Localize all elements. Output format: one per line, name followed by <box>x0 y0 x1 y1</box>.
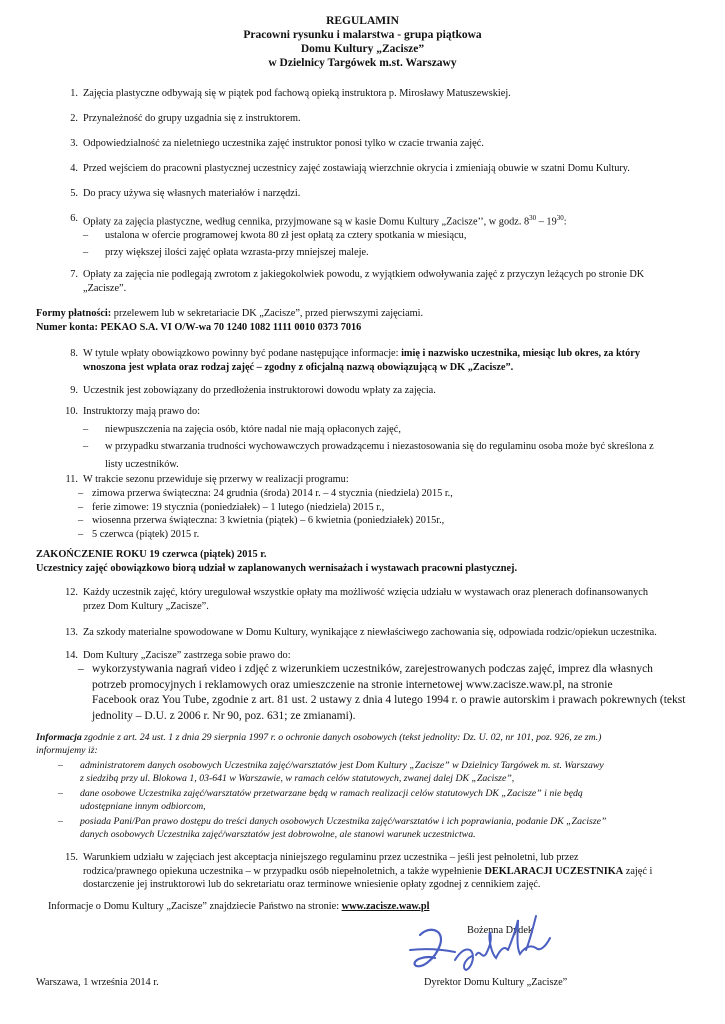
bank-account: Numer konta: PEKAO S.A. VI O/W-wa 70 1240 1082 1111 0010 0373 7016 <box>36 321 362 333</box>
rule-number: 9. <box>70 385 78 396</box>
document-title <box>0 14 725 70</box>
rule-number: 3. <box>70 138 78 149</box>
info-item-continued <box>36 800 696 813</box>
info-item-text: udostępniane innym odbiorcom, <box>80 801 206 812</box>
info-item <box>36 787 696 800</box>
info-text: zgodnie z art. 24 ust. 1 z dnia 29 sierpnia 1997 r. o ochronie danych osobowych (tekst jednolity: Dz. U. 02, nr 101, poz. 926, ze zm.) <box>81 732 602 743</box>
rule-number: 5. <box>70 188 78 199</box>
rule-text: przez Dom Kultury „Zacisze”. <box>83 600 209 612</box>
rule-text: zajęć i <box>623 865 653 877</box>
dash-bullet: – <box>78 663 84 675</box>
rule-text: Przed wejściem do pracowni plastycznej uczestnicy zajęć zostawiają wierzchnie okrycia i zmieniają obuwie w szatni Domu Kultury. <box>83 163 630 174</box>
rule-text: Dom Kultury „Zacisze” zastrzega sobie prawo do: <box>83 650 291 661</box>
info-item-text: dane osobowe Uczestnika zajęć/warsztatów przetwarzane będą w ramach realizacji celów statutowych DK „Zacisze” i nie będą <box>80 788 583 799</box>
dash-bullet: – <box>58 788 63 799</box>
sub-item-text: ferie zimowe: 19 stycznia (poniedziałek) – 1 lutego (niedziela) 2015 r., <box>92 501 385 513</box>
sub-item <box>83 246 695 260</box>
director-title: Dyrektor Domu Kultury „Zacisze” <box>424 977 568 988</box>
declaration-label: DEKLARACJI UCZESTNIKA <box>484 865 624 877</box>
rule-text: Uczestnik jest zobowiązany do przedłożenia instruktorowi dowodu wpłaty za zajęcia. <box>83 385 436 396</box>
info-item-text: z siedzibą przy ul. Blokowa 1, 03-641 w Warszawie, w ramach celów statutowych, zwanej dalej DK „Zacisze”, <box>80 773 515 784</box>
rule-number: 4. <box>70 163 78 174</box>
sub-item <box>78 501 678 515</box>
rule-text: Opłaty za zajęcia nie podlegają zwrotom z jakiegokolwiek powodu, z wyjątkiem odwoływania zajęć z przyczyn leżących po stronie DK <box>83 269 645 280</box>
rule-number: 7. <box>70 269 78 280</box>
info-text: informujemy iż: <box>36 745 98 756</box>
sub-item-text: Facebook oraz You Tube, zgodnie z art. 81 ust. 2 ustawy z dnia 4 lutego 1994 r. o prawie autorskim i prawach pokrewnych (tekst <box>92 694 686 706</box>
rule-number: 15. <box>65 852 78 863</box>
handwritten-signature <box>400 910 570 980</box>
sub-item <box>83 440 695 454</box>
rule-text: Warunkiem udziału w zajęciach jest akceptacja niniejszego regulaminu przez uczestnika – jeśli jest pełnoletni, lub przez <box>83 852 579 863</box>
fee-text: – 19 <box>536 216 557 228</box>
place-and-date: Warszawa, 1 września 2014 r. <box>36 977 159 988</box>
rule-number: 13. <box>65 627 78 638</box>
sub-item-text: 5 czerwca (piątek) 2015 r. <box>92 528 200 540</box>
sub-item-text: w przypadku stwarzania trudności wychowawczych prowadzącemu i niezastosowania się do regulaminu osoba może być skreślona z <box>105 441 654 452</box>
rule-number: 1. <box>70 88 78 99</box>
rule-text: dostarczenie jej instruktorowi lub do sekretariatu oraz terminowe wniesienie opłaty zgodnej z cennikiem zajęć. <box>83 879 541 890</box>
dash-bullet: – <box>83 441 89 452</box>
break-list <box>78 487 678 541</box>
data-protection-info <box>36 731 696 841</box>
rule-text: W tytule wpłaty obowiązkowo powinny być podane następujące informacje: <box>83 348 402 359</box>
info-item <box>36 759 696 772</box>
sub-item-continued <box>83 458 695 472</box>
dash-bullet: – <box>58 816 63 827</box>
payment-section <box>36 307 696 334</box>
rule-number: 2. <box>70 113 78 124</box>
rule-text-bold: wnoszona jest wpłata oraz rodzaj zajęć – zgodny z oficjalną nazwą obowiązującą w DK „Zacisze”. <box>83 361 514 373</box>
sub-item <box>78 514 678 528</box>
info-item-text: administratorem danych osobowych Uczestnika zajęć/warsztatów jest Dom Kultury „Zacisze” w Dzielnicy Targówek m. st. Warszawy <box>80 760 604 771</box>
dash-bullet: – <box>58 760 63 771</box>
hour-superscript: 30 <box>556 214 564 222</box>
rule-text: Za szkody materialne spowodowane w Domu Kultury, wynikające z niewłaściwego zachowania się, odpowiada rodzic/opiekun uczestnika. <box>83 627 657 638</box>
info-item-continued <box>36 772 696 785</box>
hour-superscript: 30 <box>529 214 537 222</box>
rule-text: rodzica/prawnego opiekuna uczestnika – w przypadku osób niepełnoletnich, a także wypełnienie <box>83 865 485 877</box>
end-of-year-note: Uczestnicy zajęć obowiązkowo biorą udział w zaplanowanych wernisażach i wystawach pracowni plastycznej. <box>36 562 518 574</box>
sub-item <box>83 423 695 437</box>
end-of-year-section <box>36 548 696 575</box>
rule-text: Instruktorzy mają prawo do: <box>83 406 200 417</box>
rule-number: 8. <box>70 348 78 359</box>
rule-number: 6. <box>70 213 78 224</box>
fee-text: : <box>563 216 567 228</box>
rule-text <box>83 212 695 229</box>
sub-item-text: listy uczestników. <box>105 458 179 470</box>
rule-number: 10. <box>65 406 78 417</box>
dash-bullet: – <box>83 247 89 259</box>
fee-text: Opłaty za zajęcia plastyczne, według cennika, przyjmowane są w kasie Domu Kultury „Zacisze’’, w godz. 8 <box>83 216 530 228</box>
sub-item-text: niewpuszczenia na zajęcia osób, które nadal nie mają opłaconych zajęć, <box>105 423 401 435</box>
sub-item-text: potrzeb promocyjnych i reklamowych oraz umieszczenie na stronie internetowej www.zacisze.waw.pl, na stronie <box>92 678 613 691</box>
info-item <box>36 815 696 828</box>
sub-item <box>78 662 698 678</box>
dash-bullet: – <box>83 229 89 241</box>
website-info <box>48 900 708 914</box>
rule-number: 12. <box>65 587 78 598</box>
sub-item <box>83 229 695 243</box>
sub-item-text: zimowa przerwa świąteczna: 24 grudnia (środa) 2014 r. – 4 stycznia (niedziela) 2015 r., <box>92 488 453 499</box>
rule-number: 14. <box>65 650 78 661</box>
website-link[interactable]: www.zacisze.waw.pl <box>341 901 430 912</box>
sub-item <box>78 528 678 542</box>
dash-bullet: – <box>78 488 84 499</box>
rule-text-bold: imię i nazwisko uczestnika, miesiąc lub okres, za który <box>401 348 640 359</box>
info-item-text: danych osobowych Uczestnika zajęć/warsztatów jest dobrowolne, ale stanowi warunek uczestnictwa. <box>80 829 476 840</box>
title-line-3: Domu Kultury „Zacisze” <box>300 43 425 55</box>
rule-text: Odpowiedzialność za nieletniego uczestnika zajęć instruktor ponosi tylko w czacie trwania zajęć. <box>83 138 484 149</box>
info-label: Informacja <box>36 732 82 743</box>
info-item-continued <box>36 828 696 841</box>
rule-text: Przynależność do grupy uzgadnia się z instruktorem. <box>83 113 301 124</box>
rule-text: „Zacisze”. <box>83 282 127 294</box>
sub-item-text: wiosenna przerwa świąteczna: 3 kwietnia (piątek) – 6 kwietnia (poniedziałek) 2015r., <box>92 515 445 526</box>
sub-item <box>78 487 678 501</box>
dash-bullet: – <box>83 423 89 435</box>
rule-text: W trakcie sezonu przewiduje się przerwy w realizacji programu: <box>83 474 349 485</box>
rule-text: Zajęcia plastyczne odbywają się w piątek pod fachową opieką instruktora p. Mirosławy Matuszewskiej. <box>83 88 511 99</box>
sub-item-text: przy większej ilości zajęć opłata wzrasta-przy mniejszej maleje. <box>105 247 369 259</box>
dash-bullet: – <box>78 528 84 540</box>
image-rights-section <box>78 662 698 724</box>
dash-bullet: – <box>78 501 84 513</box>
title-line-4: w Dzielnicy Targówek m.st. Warszawy <box>268 57 457 69</box>
signatory-name: Bożenna Dydek <box>467 925 534 936</box>
rule-text: Każdy uczestnik zajęć, który uregulował wszystkie opłaty ma możliwość wzięcia udziału w wystawach oraz plenerach dofinansowanych <box>83 587 648 598</box>
title-line-1: REGULAMIN <box>326 15 399 27</box>
rule-number: 11. <box>65 474 78 485</box>
payment-label: Formy płatności: <box>36 308 112 319</box>
sub-item-text: jednolity – D.U. z 2006 r. Nr 90, poz. 631; ze zmianami). <box>92 709 356 722</box>
sub-item-text: ustalona w ofercie programowej kwota 80 zł jest opłatą za cztery spotkania w miesiącu, <box>105 229 467 241</box>
rule-text: Do pracy używa się własnych materiałów i narzędzi. <box>83 188 301 199</box>
title-line-2: Pracowni rysunku i malarstwa - grupa piątkowa <box>243 29 482 41</box>
sub-item-text: wykorzystywania nagrań video i zdjęć z wizerunkiem uczestników, zarejestrowanych podczas zajęć, imprez dla własnych <box>92 663 653 675</box>
website-info-text: Informacje o Domu Kultury „Zacisze” znajdziecie Państwo na stronie: <box>48 901 342 912</box>
payment-text: przelewem lub w sekretariacie DK „Zacisze”, przed pierwszymi zajęciami. <box>111 308 424 319</box>
info-item-text: posiada Pani/Pan prawo dostępu do treści danych osobowych Uczestnika zajęć/warsztatów i ich poprawiania, podanie DK „Zacisze” <box>80 816 607 827</box>
end-of-year-date: ZAKOŃCZENIE ROKU 19 czerwca (piątek) 2015 r. <box>36 549 267 560</box>
dash-bullet: – <box>78 515 84 526</box>
